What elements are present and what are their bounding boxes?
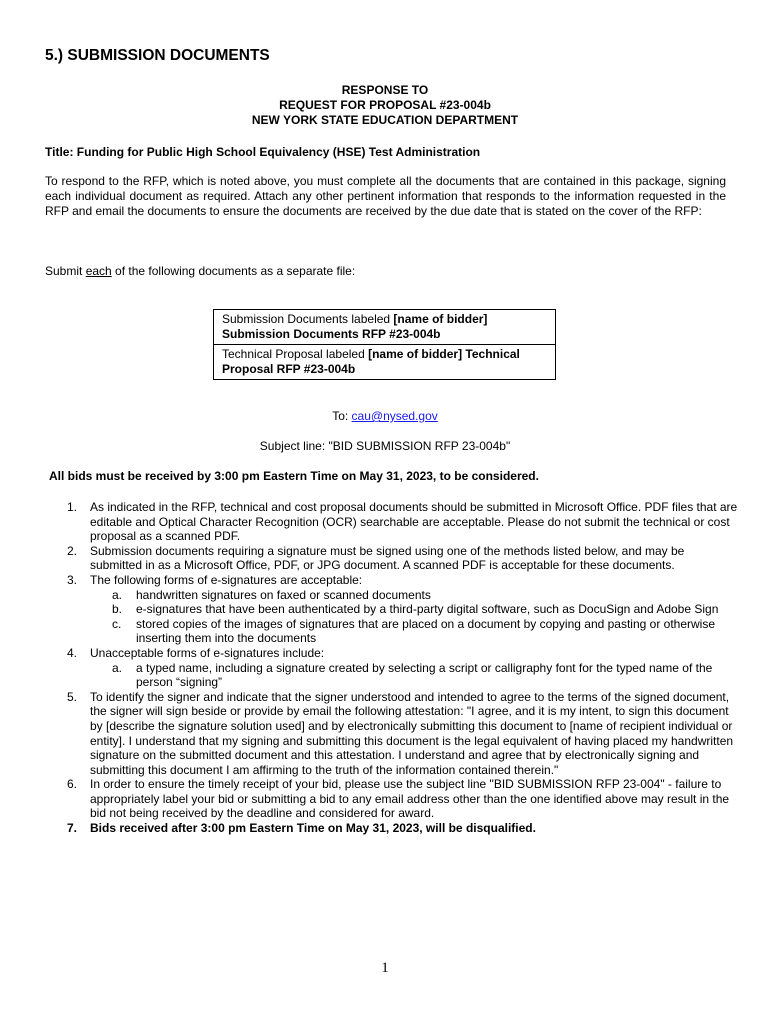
cell-normal-text: Submission Documents labeled — [222, 312, 394, 326]
table-row — [214, 345, 556, 380]
email-link[interactable]: cau@nysed.gov — [351, 409, 438, 423]
section-heading: 5.) SUBMISSION DOCUMENTS — [45, 47, 270, 64]
subject-line: Subject line: "BID SUBMISSION RFP 23-004b" — [259, 439, 511, 453]
sub-list-item — [90, 617, 738, 646]
table-row — [214, 310, 556, 345]
header-line-1: RESPONSE TO — [341, 83, 429, 97]
item-text: The following forms of e-signatures are acceptable: — [90, 572, 363, 587]
to-line — [0, 409, 770, 423]
to-label: To: — [332, 409, 352, 423]
submission-documents-table — [213, 309, 556, 380]
item-text: Unacceptable forms of e-signatures include: — [90, 645, 325, 660]
list-item — [48, 690, 738, 778]
item-number: 6. — [67, 777, 78, 792]
page-number: 1 — [381, 960, 389, 976]
item-text: In order to ensure the timely receipt of your bid, please use the subject line "BID SUBMISSION RFP 23-004" - failure to appropriately label your bid or submitting a bid to any email address other than the one identified above may result in the bid not being received by the deadline and considered for award. — [90, 777, 730, 821]
instructions-list — [48, 500, 738, 836]
item-number: 3. — [67, 572, 78, 587]
list-item — [48, 500, 738, 544]
sub-item-text: handwritten signatures on faxed or scanned documents — [136, 587, 431, 602]
item-number: 4. — [67, 645, 78, 660]
item-number: 1. — [67, 500, 78, 514]
submit-each-before: Submit — [45, 264, 86, 278]
list-item — [48, 573, 738, 646]
item-text: To identify the signer and indicate that the signer understood and intended to agree to the terms of the signed document, the signer will sign beside or provide by email the following attestation: "I agree, and it is my intent, to sign this document by [describe the signature solution used] and by electronically submitting this document to [name of recipient individual or entity]. I understand that my signing and submitting this document is the legal equivalent of having placed my handwritten signature on the submitted document and this attestation. I understand and agree that by electronically signing and submitting this document I am affirming to the truth of the information contained therein." — [90, 689, 734, 777]
deadline-notice: All bids must be received by 3:00 pm Eastern Time on May 31, 2023, to be considered. — [49, 469, 539, 483]
sub-list-item — [90, 602, 738, 617]
sub-list-item — [90, 588, 738, 603]
list-item — [48, 821, 738, 836]
submit-each-underlined: each — [85, 264, 112, 278]
table-cell — [214, 310, 556, 345]
item-text: Submission documents requiring a signature must be signed using one of the methods listed below, and may be submitted in as a Microsoft Office, PDF, or JPG document. A scanned PDF is acceptable for these documents. — [90, 543, 685, 573]
sub-list — [90, 661, 738, 690]
sub-item-letter: b. — [112, 602, 123, 617]
header-line-2: REQUEST FOR PROPOSAL #23-004b — [279, 98, 491, 112]
cell-bold-text: [name of bidder] Technical Proposal RFP #23-004b — [222, 347, 520, 376]
document-title: Title: Funding for Public High School Equivalency (HSE) Test Administration — [45, 145, 481, 159]
submit-each-line — [45, 264, 355, 278]
sub-item-letter: a. — [112, 587, 123, 602]
list-item — [48, 777, 738, 821]
item-text: As indicated in the RFP, technical and cost proposal documents should be submitted in Microsoft Office. PDF files that are editable and Optical Character Recognition (OCR) searchable are acceptable. Please do not submit the technical or cost proposal as a scanned PDF. — [90, 500, 738, 544]
sub-item-text: e-signatures that have been authenticated by a third-party digital software, such as DocuSign and Adobe Sign — [136, 602, 719, 617]
header-line-3: NEW YORK STATE EDUCATION DEPARTMENT — [251, 113, 519, 127]
cell-bold-text: [name of bidder] Submission Documents RFP #23-004b — [222, 312, 488, 341]
sub-item-letter: c. — [112, 616, 122, 631]
sub-list — [90, 588, 738, 646]
item-text: Bids received after 3:00 pm Eastern Time on May 31, 2023, will be disqualified. — [90, 821, 536, 836]
intro-paragraph: To respond to the RFP, which is noted above, you must complete all the documents that are contained in this package, signing each individual document as required. Attach any other pertinent information that responds to the information requested in the RFP and email the documents to ensure the documents are received by the due date that is stated on the cover of the RFP: — [45, 174, 726, 219]
item-number: 5. — [67, 689, 78, 704]
list-item — [48, 544, 738, 573]
list-item — [48, 646, 738, 690]
sub-item-text: a typed name, including a signature created by selecting a script or calligraphy font for the typed name of the person “signing” — [136, 660, 713, 690]
sub-item-letter: a. — [112, 660, 123, 675]
submit-each-after: of the following documents as a separate file: — [111, 264, 356, 278]
item-number: 7. — [67, 821, 78, 836]
cell-normal-text: Technical Proposal labeled — [222, 347, 369, 361]
table-cell — [214, 345, 556, 380]
item-number: 2. — [67, 543, 78, 558]
sub-item-text: stored copies of the images of signatures that are placed on a document by copying and pasting or otherwise inserting them into the documents — [136, 616, 716, 646]
sub-list-item — [90, 661, 738, 690]
